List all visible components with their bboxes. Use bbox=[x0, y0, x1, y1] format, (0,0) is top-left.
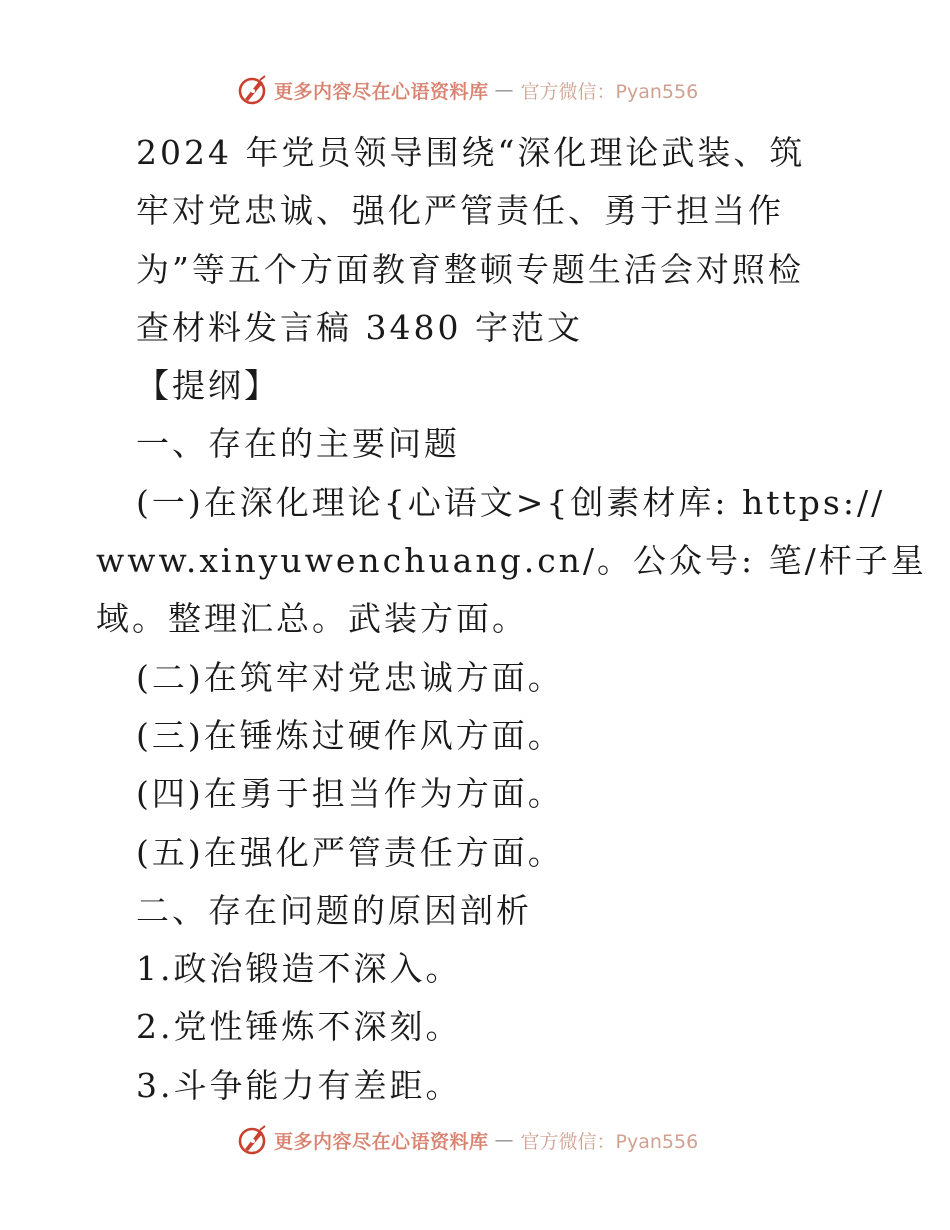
cause-item-3: 3.斗争能力有差距。 bbox=[136, 1065, 462, 1105]
header-banner bbox=[236, 72, 698, 108]
banner-wechat-text: 官方微信：Pyan556 bbox=[520, 1130, 699, 1153]
title-line-3: 为”等五个方面教育整顿专题生活会对照检 bbox=[136, 249, 804, 289]
outline-item-2: (二)在筑牢对党忠诚方面。 bbox=[136, 657, 564, 697]
outline-item-1: (一)在深化理论{心语文>{创素材库: https:// bbox=[136, 482, 886, 522]
outline-item-1-cont-1: www.xinyuwenchuang.cn/。公众号: 笔/杆子星 bbox=[96, 541, 927, 581]
quill-pen-logo-icon bbox=[236, 1124, 268, 1156]
banner-main-text: 更多内容尽在心语资料库 bbox=[274, 1130, 489, 1153]
outline-item-5: (五)在强化严管责任方面。 bbox=[136, 832, 564, 872]
cause-item-2: 2.党性锤炼不深刻。 bbox=[136, 1007, 462, 1047]
title-line-1: 2024 年党员领导围绕“深化理论武装、筑 bbox=[136, 133, 806, 172]
quill-pen-logo-icon bbox=[236, 74, 268, 106]
outline-item-1-cont-2: 域。整理汇总。武装方面。 bbox=[96, 599, 528, 639]
outline-heading: 【提纲】 bbox=[136, 366, 280, 406]
footer-banner bbox=[236, 1122, 698, 1158]
section-heading-2: 二、存在问题的原因剖析 bbox=[136, 890, 532, 930]
section-heading-1: 一、存在的主要问题 bbox=[136, 424, 460, 464]
banner-separator: — bbox=[494, 1129, 515, 1151]
banner-wechat-text: 官方微信：Pyan556 bbox=[520, 80, 699, 103]
banner-main-text: 更多内容尽在心语资料库 bbox=[274, 80, 489, 103]
outline-item-4: (四)在勇于担当作为方面。 bbox=[136, 774, 564, 814]
outline-item-3: (三)在锤炼过硬作风方面。 bbox=[136, 715, 564, 755]
banner-separator: — bbox=[494, 79, 515, 101]
cause-item-1: 1.政治锻造不深入。 bbox=[136, 949, 462, 989]
document-body bbox=[0, 124, 950, 1115]
title-line-4: 查材料发言稿 3480 字范文 bbox=[136, 307, 583, 347]
title-line-2: 牢对党忠诚、强化严管责任、勇于担当作 bbox=[136, 191, 784, 231]
